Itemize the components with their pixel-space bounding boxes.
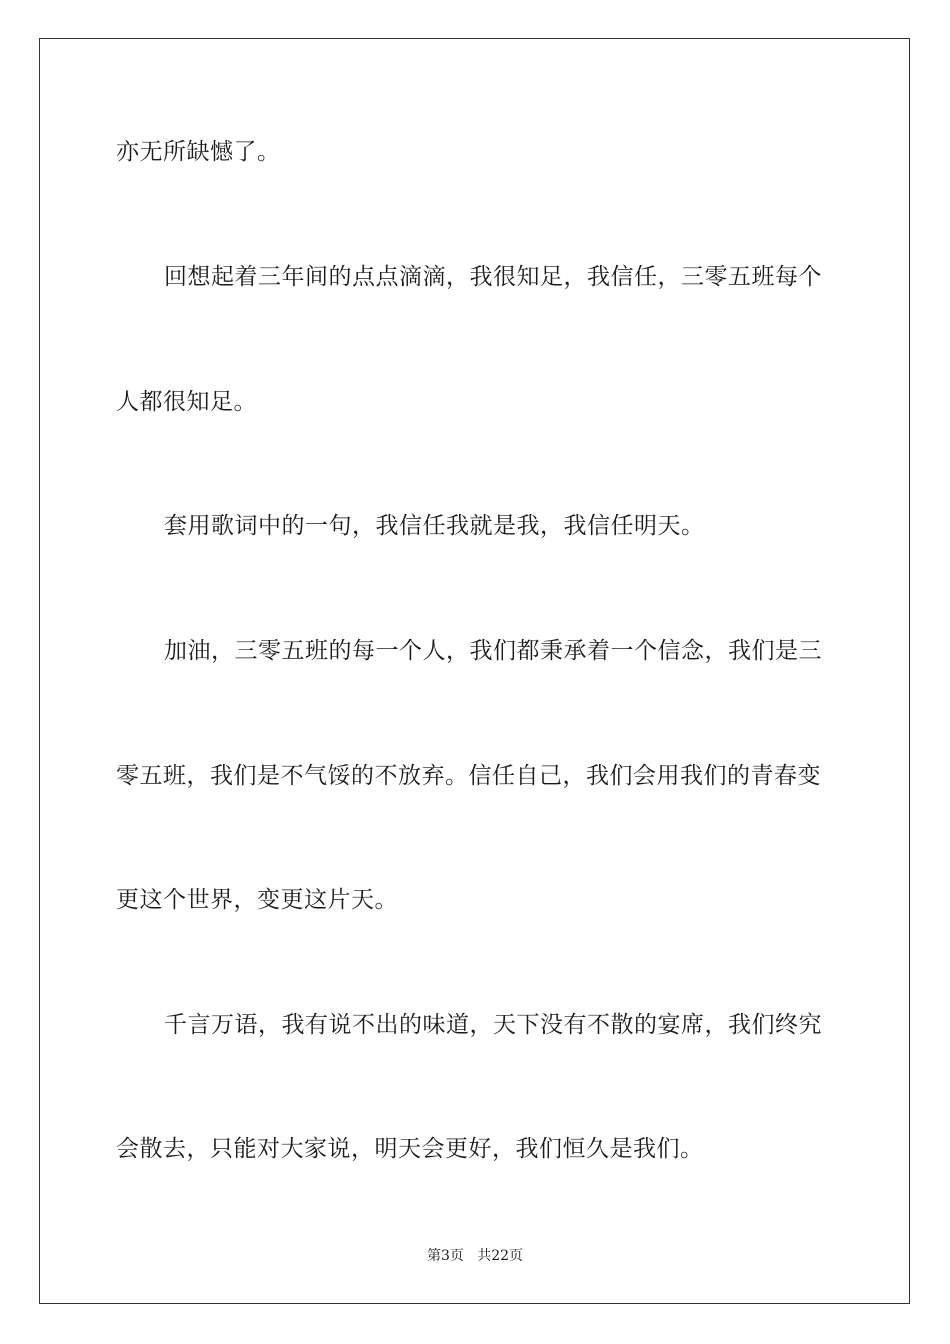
page-border [39,38,910,1304]
page-number-footer: 第3页 共22页 [426,1248,524,1264]
paragraph-line: 回想起着三年间的点点滴滴，我很知足，我信任，三零五班每个 [164,264,822,290]
paragraph-line: 套用歌词中的一句，我信任我就是我，我信任明天。 [164,513,705,539]
paragraph-line: 加油，三零五班的每一个人，我们都秉承着一个信念，我们是三 [164,638,822,664]
paragraph-line: 千言万语，我有说不出的味道，天下没有不散的宴席，我们终究 [164,1012,822,1038]
paragraph-line: 人都很知足。 [116,389,257,415]
paragraph-line: 会散去，只能对大家说，明天会更好，我们恒久是我们。 [116,1136,704,1162]
paragraph-line: 零五班，我们是不气馁的不放弃。信任自己，我们会用我们的青春变 [116,763,821,789]
paragraph-line: 更这个世界，变更这片天。 [116,887,398,913]
paragraph-line: 亦无所缺憾了。 [116,139,281,165]
